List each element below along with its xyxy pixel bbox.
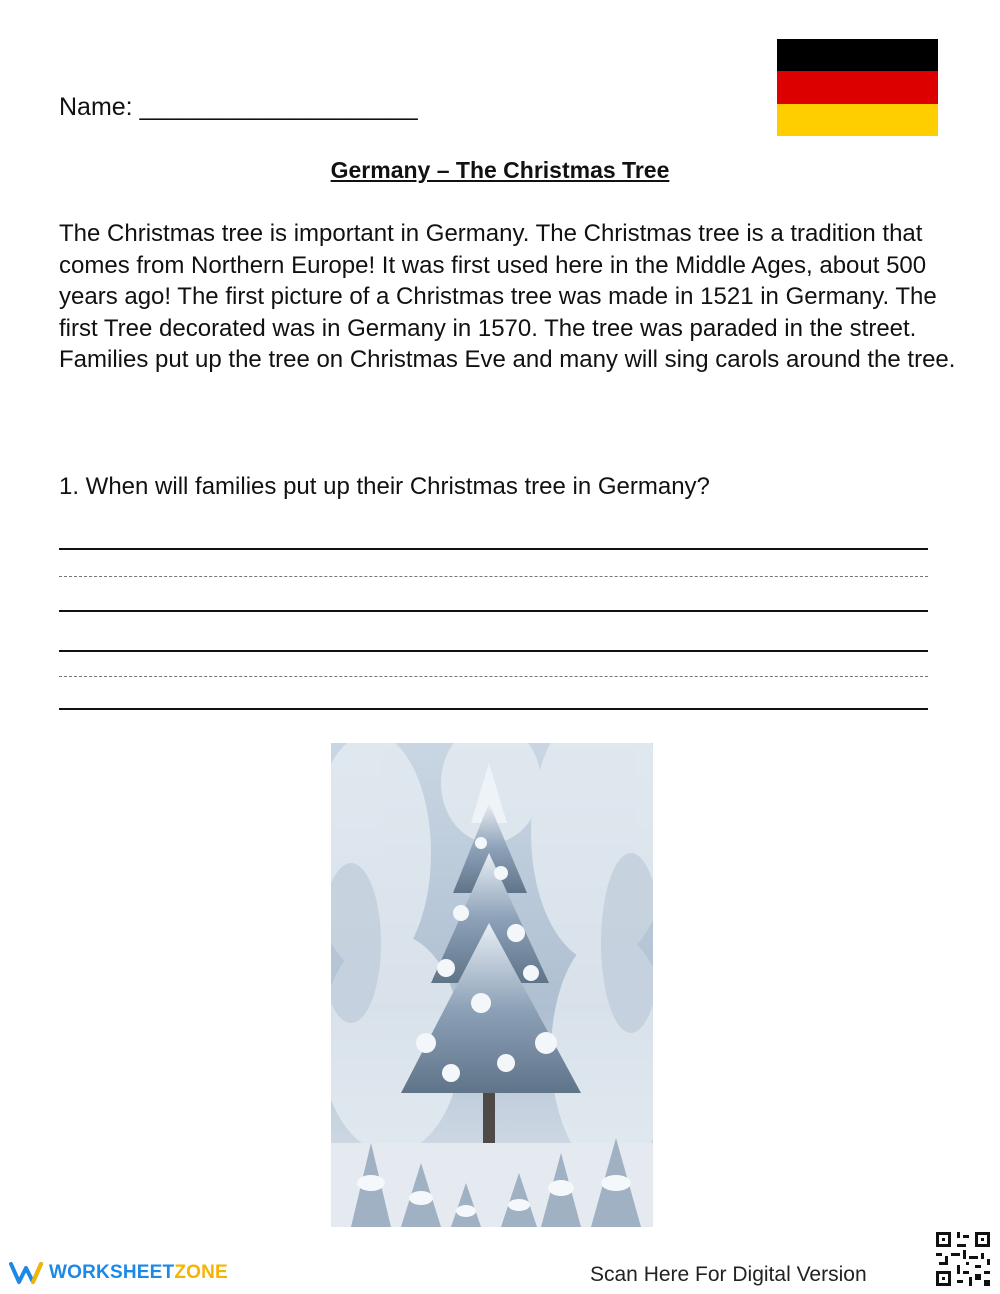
qr-code-icon[interactable] <box>933 1229 993 1289</box>
answer-line-top[interactable] <box>59 548 928 550</box>
answer-line-bottom[interactable] <box>59 610 928 612</box>
question-1: 1. When will families put up their Christmas tree in Germany? <box>59 473 710 500</box>
answer-line-bottom[interactable] <box>59 708 928 710</box>
answer-line-mid <box>59 676 928 677</box>
snowy-christmas-tree-photo <box>331 743 653 1227</box>
page-title: Germany – The Christmas Tree <box>330 157 670 183</box>
scan-digital-version-text: Scan Here For Digital Version <box>590 1263 867 1286</box>
logo-text-part2: ZONE <box>174 1262 228 1283</box>
answer-line-mid <box>59 576 928 577</box>
answer-line-top[interactable] <box>59 650 928 652</box>
name-field-label: Name: ____________________ <box>59 93 418 121</box>
logo-text <box>49 1262 228 1284</box>
body-paragraph: The Christmas tree is important in Germany. The Christmas tree is a tradition that comes from Northern Europe! It was first used here in the Middle Ages, about 500 years ago! The first picture of a Christmas tree was made in 1521 in Germany. The first Tree decorated was in Germany in 1570. The tree was paraded in the street. Families put up the tree on Christmas Eve and many will sing carols around the tree. <box>59 220 956 373</box>
worksheetzone-logo[interactable] <box>9 1259 228 1287</box>
germany-flag-icon <box>777 39 938 136</box>
worksheetzone-logo-icon <box>9 1260 45 1286</box>
logo-text-part1: WORKSHEET <box>49 1262 175 1283</box>
